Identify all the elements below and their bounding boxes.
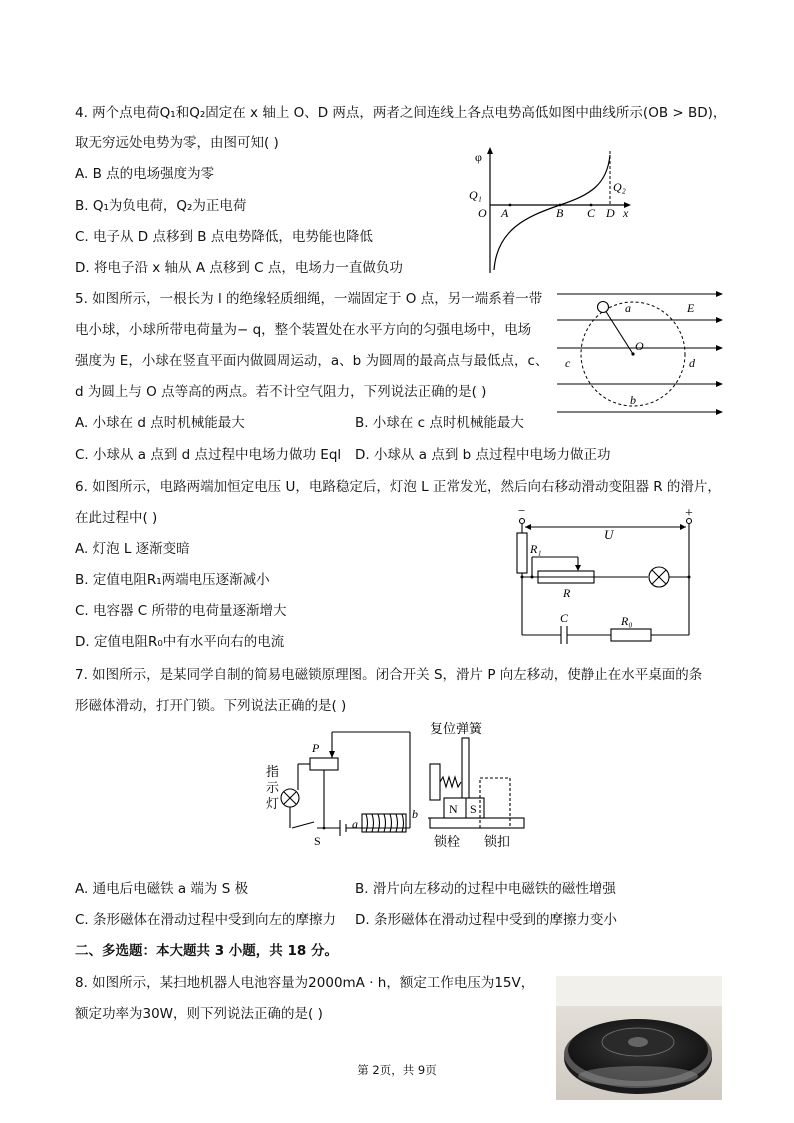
q7-stem-line2: 形磁体滑动，打开门锁。下列说法正确的是( ) <box>75 698 347 714</box>
q5-stem-line2: 电小球，小球所带电荷量为− q，整个装置处在水平方向的匀强电场中，电场 <box>75 322 532 338</box>
q4-option-b[interactable]: B. Q₁为负电荷，Q₂为正电荷 <box>75 198 247 214</box>
q4-option-c[interactable]: C. 电子从 D 点移到 B 点电势降低，电势能也降低 <box>75 229 373 245</box>
q7-label-a: a <box>352 817 358 831</box>
q6-option-c[interactable]: C. 电容器 C 所带的电荷量逐渐增大 <box>75 603 287 619</box>
q6-label-u: U <box>604 527 614 542</box>
q6-option-b[interactable]: B. 定值电阻R₁两端电压逐渐减小 <box>75 572 270 588</box>
q7-label-p: P <box>312 741 320 755</box>
q7-label-lamp-1: 指 <box>266 764 280 779</box>
section-2-heading: 二、多选题：本大题共 3 小题，共 18 分。 <box>75 943 338 959</box>
q5-option-c[interactable]: C. 小球从 a 点到 d 点过程中电场力做功 Eql <box>75 447 342 463</box>
q4-label-d: D <box>606 206 615 220</box>
q5-label-c: c <box>565 356 571 370</box>
q7-option-b[interactable]: B. 滑片向左移动的过程中电磁铁的磁性增强 <box>355 881 616 897</box>
q4-label-phi: φ <box>475 150 482 164</box>
q7-label-b: b <box>412 807 418 821</box>
q4-label-b: B <box>556 206 564 220</box>
q6-label-minus: − <box>518 505 526 518</box>
q8-stem-line2: 额定功率为30W，则下列说法正确的是( ) <box>75 1006 323 1022</box>
q7-label-s: S <box>314 834 321 848</box>
q5-circle-field-figure <box>555 286 727 416</box>
q7-label-n: N <box>449 802 458 816</box>
robot-vacuum-photo <box>556 976 722 1100</box>
q5-label-a: a <box>625 301 631 315</box>
q7-stem-line1: 7. 如图所示，是某同学自制的简易电磁锁原理图。闭合开关 S，滑片 P 向左移动，使静止在水平桌面的条 <box>75 667 703 683</box>
q6-stem-line1: 6. 如图所示，电路两端加恒定电压 U，电路稳定后，灯泡 L 正常发光，然后向右移动滑动变阻器 R 的滑片， <box>75 479 721 495</box>
q4-option-a[interactable]: A. B 点的电场强度为零 <box>75 166 215 182</box>
q4-potential-graph <box>465 145 640 275</box>
q6-option-d[interactable]: D. 定值电阻R₀中有水平向右的电流 <box>75 634 285 650</box>
q5-label-d: d <box>689 356 695 370</box>
q4-label-a: A <box>501 206 509 220</box>
q7-label-lamp-3: 灯 <box>266 796 280 811</box>
q6-label-c: C <box>560 611 569 625</box>
q4-stem-line1: 4. 两个点电荷Q₁和Q₂固定在 x 轴上 O、D 两点，两者之间连线上各点电势高低如图中曲线所示(OB > BD)， <box>75 105 727 121</box>
q4-label-x: x <box>623 206 629 220</box>
q6-label-r1: R₁ <box>530 542 542 556</box>
q5-stem-line1: 5. 如图所示，一根长为 l 的绝缘轻质细绳，一端固定于 O 点，另一端系着一带 <box>75 291 543 307</box>
q4-label-q1: Q₁ <box>469 188 482 202</box>
q5-label-e: E <box>687 301 695 315</box>
q6-stem-line2: 在此过程中( ) <box>75 510 158 526</box>
q8-stem-line1: 8. 如图所示，某扫地机器人电池容量为2000mA · h，额定工作电压为15V， <box>75 975 535 991</box>
q6-option-a[interactable]: A. 灯泡 L 逐渐变暗 <box>75 541 190 557</box>
q7-electromagnetic-lock-figure <box>262 718 532 853</box>
page-footer: 第 2页，共 9页 <box>357 1063 437 1077</box>
q4-label-c: C <box>587 206 596 220</box>
q5-option-d[interactable]: D. 小球从 a 点到 b 点过程中电场力做正功 <box>355 447 611 463</box>
q6-label-r: R <box>563 586 571 600</box>
q7-option-c[interactable]: C. 条形磁体在滑动过程中受到向左的摩擦力 <box>75 912 337 928</box>
q6-circuit-figure <box>508 505 698 645</box>
q7-option-d[interactable]: D. 条形磁体在滑动过程中受到的摩擦力变小 <box>355 912 617 928</box>
q7-label-latch: 锁扣 <box>484 834 511 849</box>
q4-option-d[interactable]: D. 将电子沿 x 轴从 A 点移到 C 点，电场力一直做负功 <box>75 260 403 276</box>
q5-label-b: b <box>630 393 636 407</box>
q7-option-a[interactable]: A. 通电后电磁铁 a 端为 S 极 <box>75 881 249 897</box>
q4-label-q2: Q₂ <box>613 180 626 194</box>
q5-label-o: O <box>635 339 644 353</box>
q7-label-bolt: 锁栓 <box>434 834 461 849</box>
q5-stem-line4: d 为圆上与 O 点等高的两点。若不计空气阻力，下列说法正确的是( ) <box>75 384 487 400</box>
q4-label-o: O <box>478 206 487 220</box>
q7-label-spring: 复位弹簧 <box>430 721 483 736</box>
q5-option-b[interactable]: B. 小球在 c 点时机械能最大 <box>355 415 524 431</box>
q6-label-r0: R₀ <box>621 614 633 628</box>
q7-label-lamp-2: 示 <box>266 780 280 795</box>
q4-stem-line2: 取无穷远处电势为零，由图可知( ) <box>75 135 279 151</box>
q7-label-s2: S <box>470 802 477 816</box>
q5-stem-line3: 强度为 E，小球在竖直平面内做圆周运动，a、b 为圆周的最高点与最低点，c、 <box>75 353 549 369</box>
q5-option-a[interactable]: A. 小球在 d 点时机械能最大 <box>75 415 245 431</box>
q6-label-plus: + <box>685 506 693 521</box>
